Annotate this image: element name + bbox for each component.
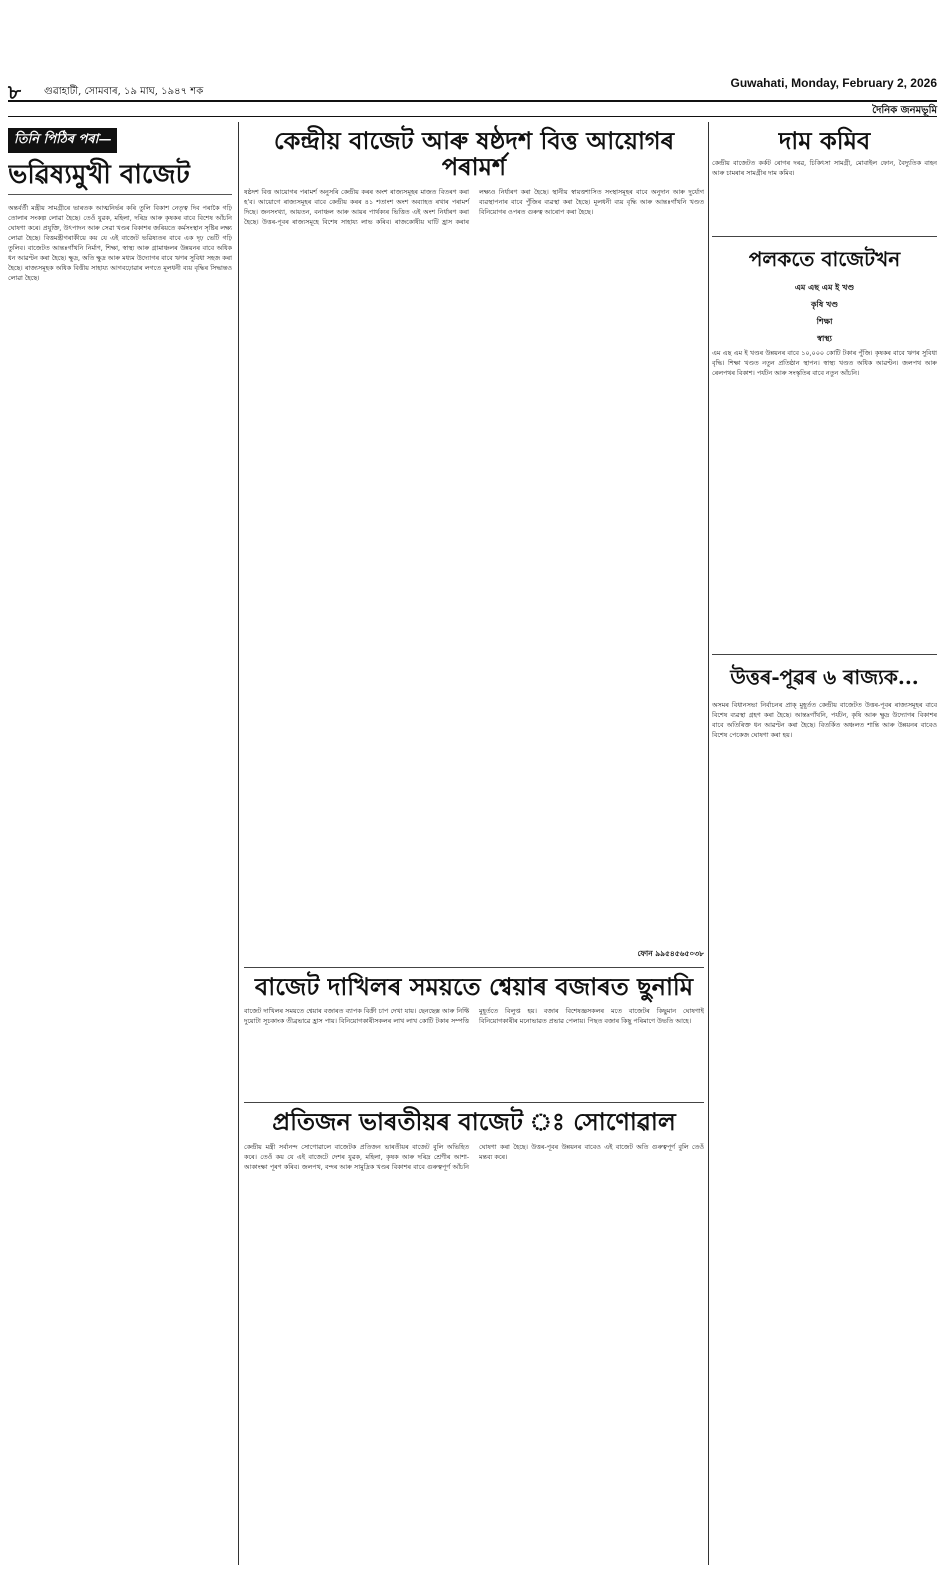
second-rule xyxy=(8,116,937,117)
headline-right-3: উত্তৰ-পূৱৰ ৬ ৰাজ্যক... xyxy=(730,665,919,690)
kicker: তিনি পিঠিৰ পৰা— xyxy=(8,128,117,153)
left-column xyxy=(8,122,232,1565)
headline-center-top: কেন্দ্ৰীয় বাজেট আৰু ষষ্ঠদশ বিত্ত আয়োগৰ পৰামৰ্শ xyxy=(273,126,675,182)
article-body-right-1: কেন্দ্ৰীয় বাজেটত কৰ্কট ৰোগৰ দৰৱ, চিকিৎসা সামগ্ৰী, মোবাইল ফোন, বৈদ্যুতিক বাহন আৰু চামৰাৰ সামগ্ৰীৰ দাম কমিব। xyxy=(712,159,937,178)
headline-right-2: পলকতে বাজেটখন xyxy=(748,247,901,272)
page-number: ৮ xyxy=(8,80,21,104)
date-english: Guwahati, Monday, February 2, 2026 xyxy=(730,76,937,90)
headline-left: ভৱিষ্যমুখী বাজেট xyxy=(8,161,232,195)
article-body-right-2: এম এছ এম ই খণ্ডৰ উন্নয়নৰ বাবে ১০,০০০ কোটি টকাৰ পুঁজি। কৃষকৰ বাবে ঋণৰ সুবিধা বৃদ্ধি। শিক্ষা খণ্ডত নতুন প্ৰতিষ্ঠান স্থাপন। স্বাস্থ্য খণ্ডত অধিক আৱণ্টন। জলপথ আৰু ৰেলপথৰ বিকাশ। পৰ্যটন আৰু সংস্কৃতিৰ বাবে নতুন আঁচনি। xyxy=(712,349,937,378)
column-divider xyxy=(238,122,239,1565)
headline-center-low: প্ৰতিজন ভাৰতীয়ৰ বাজেট ঃ সোণোৱাল xyxy=(272,1107,676,1137)
divider xyxy=(712,236,937,237)
divider xyxy=(244,1102,704,1103)
headline-center-mid: বাজেট দাখিলৰ সময়তে শ্বেয়াৰ বজাৰত ছুনামি xyxy=(254,971,694,1001)
subhead: স্বাস্থ্য xyxy=(817,333,832,344)
divider xyxy=(244,967,704,968)
right-column xyxy=(712,122,937,1565)
article-body-center-top: ষষ্ঠদশ বিত্ত আয়োগৰ পৰামৰ্শ অনুসৰি কেন্দ্ৰীয় কৰৰ অংশ ৰাজ্যসমূহৰ মাজত বিতৰণ কৰা হ'ব। আয়োগে ৰাজ্যসমূহৰ বাবে কেন্দ্ৰীয় কৰৰ ৪১ শতাংশ অংশ অব্যাহত ৰখাৰ পৰামৰ্শ দিছে। জনসংখ্যা, আয়তন, বনাঞ্চল আৰু আয়ৰ পাৰ্থক্যৰ ভিত্তিত এই অংশ নিৰ্ধাৰণ কৰা হৈছে। উত্তৰ-পূবৰ ৰাজ্যসমূহে বিশেষ সাহায্য লাভ কৰিব। ৰাজকোষীয় ঘাটি হ্ৰাস কৰাৰ লক্ষ্যও নিৰ্ধাৰণ কৰা হৈছে। স্থানীয় স্বায়ত্তশাসিত সংস্থাসমূহৰ বাবে অনুদান আৰু দুৰ্যোগ ব্যৱস্থাপনাৰ বাবে পুঁজিৰ ব্যৱস্থা কৰা হৈছে। মূলধনী ব্যয় বৃদ্ধি আৰু আন্তঃগাঁথনি খণ্ডত বিনিয়োগৰ ওপৰত গুৰুত্ব আৰোপ কৰা হৈছে। xyxy=(244,187,704,226)
article-body-center-low: কেন্দ্ৰীয় মন্ত্ৰী সৰ্বানন্দ সোণোৱালে বাজেটক প্ৰতিজন ভাৰতীয়ৰ বাজেট বুলি অভিহিত কৰে। তেওঁ কয় যে এই বাজেটে দেশৰ যুৱক, মহিলা, কৃষক আৰু দৰিদ্ৰ শ্ৰেণীৰ আশা-আকাংক্ষা পূৰণ কৰিব। জলপথ, বন্দৰ আৰু সামুদ্ৰিক খণ্ডৰ বিকাশৰ বাবে গুৰুত্বপূৰ্ণ আঁচনি ঘোষণা কৰা হৈছে। উত্তৰ-পূবৰ উন্নয়নৰ বাবেও এই বাজেট অতি গুৰুত্বপূৰ্ণ বুলি তেওঁ মন্তব্য কৰে। xyxy=(244,1142,704,1171)
subhead: শিক্ষা xyxy=(816,316,833,327)
divider xyxy=(712,654,937,655)
headline-right-1: দাম কমিব xyxy=(778,126,871,155)
column-divider xyxy=(708,122,709,1565)
masthead xyxy=(8,76,937,104)
top-rule xyxy=(8,100,937,102)
paper-name: দৈনিক জনমভূমি xyxy=(872,105,937,116)
article-body-right-3: অসমৰ বিধানসভা নিৰ্বাচনৰ প্ৰাক্ মুহূৰ্তত কেন্দ্ৰীয় বাজেটত উত্তৰ-পূবৰ ৰাজ্যসমূহৰ বাবে বিশেষ ব্যৱস্থা গ্ৰহণ কৰা হৈছে। আন্তঃগাঁথনি, পৰ্যটন, কৃষি আৰু ক্ষুদ্ৰ উদ্যোগৰ বিকাশৰ বাবে অতিৰিক্ত ধন আৱণ্টন কৰা হৈছে। বিতৰ্কিত অঞ্চলত শান্তি আৰু উন্নয়নৰ বাবেও বিশেষ পেকেজ ঘোষণা কৰা হয়। xyxy=(712,701,937,740)
phone-footer: ফোন ৯৯৫৪৫৬৫০৩৮ xyxy=(637,948,704,958)
subhead: এম এছ এম ই খণ্ড xyxy=(794,282,855,293)
article-body-center-mid: বাজেট দাখিলৰ সময়তে শ্বেয়াৰ বজাৰত ব্যাপক বিক্ৰী চাপ দেখা যায়। ছেনছেক্স আৰু নিফ্টি দুয়োটা সূচকাংক তীব্ৰভাৱে হ্ৰাস পায়। বিনিয়োগকাৰীসকলৰ লাখ লাখ কোটি টকাৰ সম্পত্তি মুহূৰ্ততে বিলুপ্ত হয়। বজাৰ বিশেষজ্ঞসকলৰ মতে বাজেটৰ কিছুমান ঘোষণাই বিনিয়োগকাৰীৰ মনোভাৱত প্ৰভাৱ পেলায়। পিছত বজাৰ কিছু পৰিমাণে উভতি আহে। xyxy=(244,1007,704,1026)
subhead: কৃষি খণ্ড xyxy=(810,299,839,310)
center-column xyxy=(244,122,704,1565)
article-body-left: অন্তৰ্বৰ্তী মন্ত্ৰীয় সামগ্ৰীৰে ভাৰতক আত্মনিৰ্ভৰ কৰি তুলি বিকাশ নেতৃত্ব দিব পৰাকৈ গঢ়ি তোলাৰ সংকল্প লোৱা হৈছে। তেওঁ যুৱক, মহিলা, দৰিদ্ৰ আৰু কৃষকৰ বাবে বিশেষ আঁচনি ঘোষণা কৰে। প্ৰযুক্তি, উৎপাদন আৰু সেৱা খণ্ডৰ বিকাশৰ জৰিয়তে কৰ্মসংস্থান সৃষ্টিৰ লক্ষ্য লোৱা হৈছে। বিত্তমন্ত্ৰীগৰাকীয়ে কয় যে এই বাজেট ভৱিষ্যতৰ বাবে এক দৃঢ় ভেটি গঢ়ি তুলিব। বাজেটত আন্তঃগাঁথনি নিৰ্মাণ, শিক্ষা, স্বাস্থ্য আৰু গ্ৰামাঞ্চলৰ উন্নয়নৰ বাবে অধিক ধন আৱণ্টন কৰা হৈছে। ক্ষুদ্ৰ, অতি ক্ষুদ্ৰ আৰু মধ্যম উদ্যোগৰ বাবে ঋণৰ সুবিধা সহজ কৰা হৈছে। ৰাজ্যসমূহক অধিক বিত্তীয় সাহায্য আগবঢ়োৱাৰ লগতে মূলধনী ব্যয় বৃদ্ধিৰ সিদ্ধান্তও লোৱা হৈছে। xyxy=(8,203,232,282)
date-local: গুৱাহাটী, সোমবাৰ, ১৯ মাঘ, ১৯৪৭ শক xyxy=(44,86,204,97)
